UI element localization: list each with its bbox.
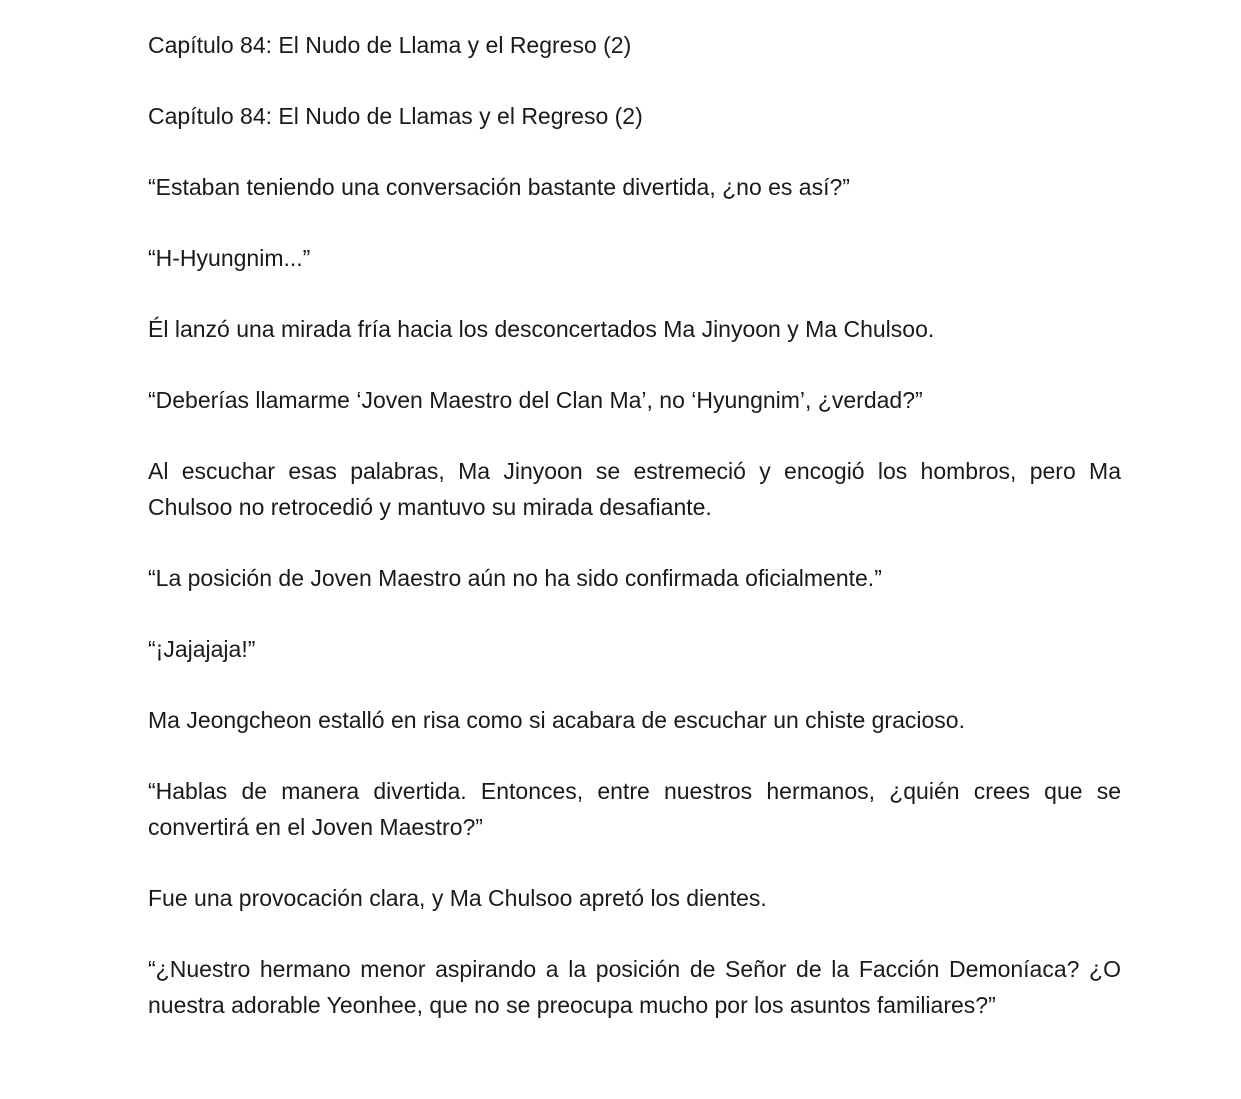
paragraph: “H-Hyungnim...” xyxy=(148,245,311,271)
paragraph: Fue una provocación clara, y Ma Chulsoo apretó los dientes. xyxy=(148,885,767,911)
paragraph: Al escuchar esas palabras, Ma Jinyoon se estremeció y encogió los hombros, pero Ma Chulsoo no retrocedió y mantuvo su mirada desafiante. xyxy=(148,458,1121,520)
paragraph: “¡Jajajaja!” xyxy=(148,636,256,662)
chapter-title-repeat: Capítulo 84: El Nudo de Llamas y el Regreso (2) xyxy=(148,103,643,129)
paragraph: “Deberías llamarme ‘Joven Maestro del Clan Ma’, no ‘Hyungnim’, ¿verdad?” xyxy=(148,387,923,413)
paragraph: “¿Nuestro hermano menor aspirando a la posición de Señor de la Facción Demoníaca? ¿O nuestra adorable Yeonhee, que no se preocupa mucho por los asuntos familiares?” xyxy=(148,956,1121,1018)
paragraph: Él lanzó una mirada fría hacia los desconcertados Ma Jinyoon y Ma Chulsoo. xyxy=(148,316,935,342)
paragraph: “Estaban teniendo una conversación bastante divertida, ¿no es así?” xyxy=(148,174,850,200)
paragraph: “La posición de Joven Maestro aún no ha sido confirmada oficialmente.” xyxy=(148,565,882,591)
document-body xyxy=(148,27,1121,1058)
paragraph: Ma Jeongcheon estalló en risa como si acabara de escuchar un chiste gracioso. xyxy=(148,707,965,733)
paragraph: “Hablas de manera divertida. Entonces, entre nuestros hermanos, ¿quién crees que se convertirá en el Joven Maestro?” xyxy=(148,778,1121,840)
chapter-title: Capítulo 84: El Nudo de Llama y el Regreso (2) xyxy=(148,32,632,58)
